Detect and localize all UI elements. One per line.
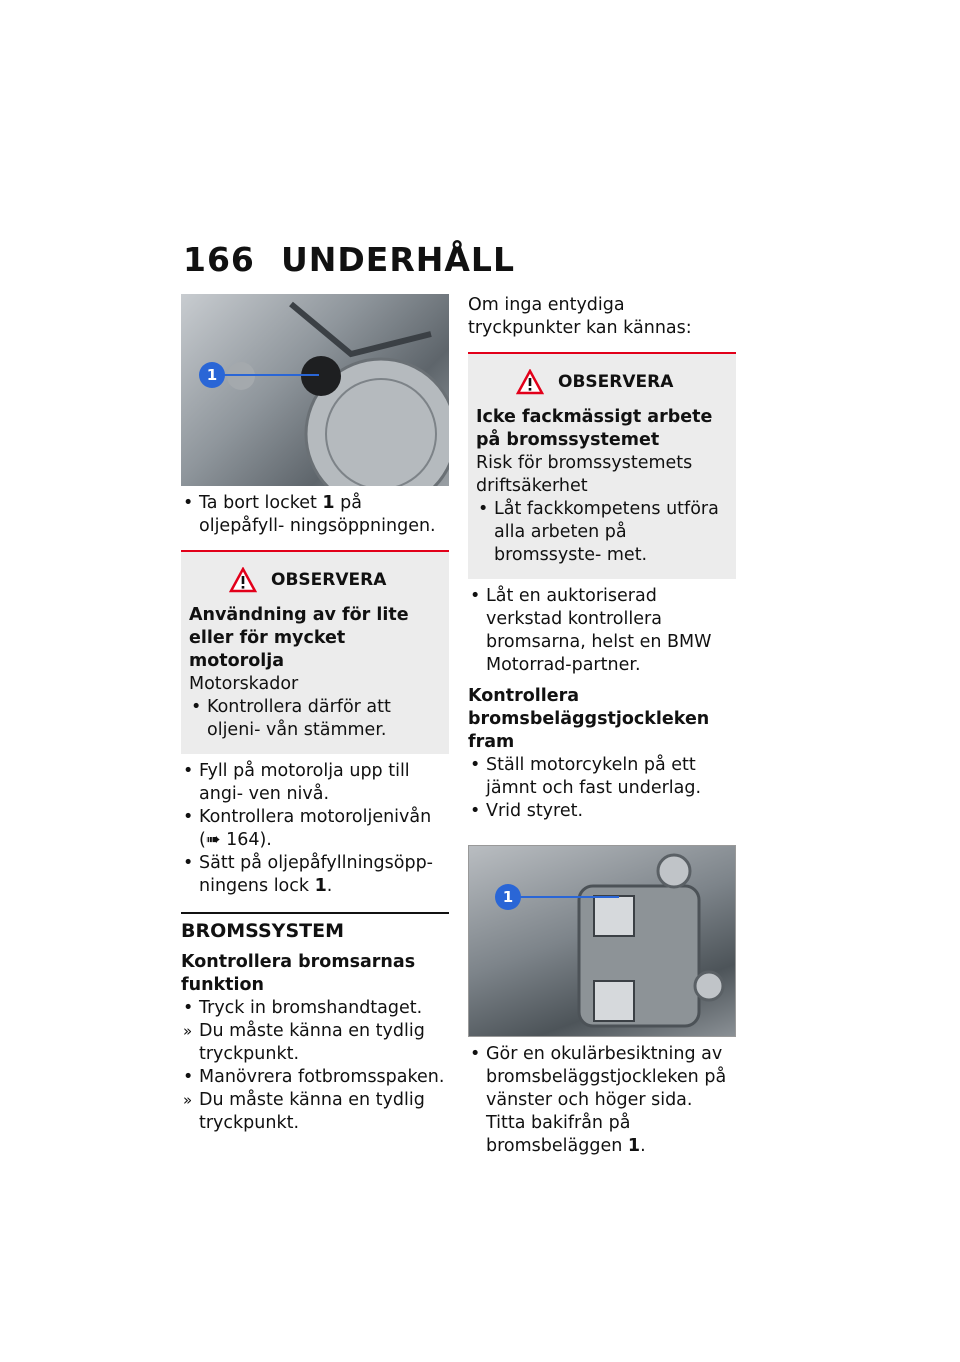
left-column: [181, 294, 449, 1135]
warning-triangle-icon: [229, 567, 257, 593]
step-foot-brake: • Manövrera fotbromsspaken.: [183, 1067, 445, 1087]
page-reference[interactable]: 164).: [226, 830, 272, 850]
step-turn-handlebar: • Vrid styret.: [470, 801, 584, 821]
step-check-level: • Kontrollera motoroljenivån (➠ 164).: [183, 807, 432, 850]
step-inspect-pads: • Gör en okulärbesiktning av bromsbeläggstjockleken på vänster och höger sida. Titta bakifrån på bromsbeläggen 1.: [470, 1044, 727, 1156]
brake-caliper-illustration: [469, 846, 736, 1037]
right-column: [468, 294, 736, 1158]
callout-line: [223, 374, 319, 376]
callout-1: 1: [495, 884, 521, 910]
warning-box-oil: [181, 550, 449, 754]
section-title: BROMSSYSTEM: [181, 912, 449, 943]
brake-caliper-photo: [468, 845, 736, 1037]
step-level-ground: • Ställ motorcykeln på ett jämnt och fast underlag.: [470, 755, 702, 798]
warning-consequence: Motorskador: [189, 674, 299, 694]
warning-triangle-icon: [516, 369, 544, 395]
step-remove-cap: • Ta bort locket 1 på oljepåfyll- ningsöppningen.: [183, 493, 436, 536]
warning-action: • Låt fackkompetens utföra alla arbeten på bromssyste- met.: [478, 499, 719, 565]
step-refit-cap: • Sätt på oljepåfyllningsöpp- ningens lock 1.: [183, 853, 433, 896]
step-squeeze-lever: • Tryck in bromshandtaget.: [183, 998, 423, 1018]
warning-label: OBSERVERA: [558, 371, 674, 392]
step-workshop: • Låt en auktoriserad verkstad kontrollera bromsarna, helst en BMW Motorrad-partner.: [470, 586, 712, 675]
warning-label: OBSERVERA: [271, 569, 387, 590]
result-pressure-point-2: » Du måste känna en tydlig tryckpunkt.: [183, 1090, 425, 1133]
intro-text: Om inga entydiga tryckpunkter kan kännas:: [468, 295, 692, 338]
oil-filler-photo: [181, 294, 449, 486]
warning-action: • Kontrollera därför att oljeni- vån stämmer.: [191, 697, 391, 740]
page-header: [183, 240, 515, 279]
warning-title: Användning av för lite eller för mycket motorolja: [189, 605, 409, 671]
warning-title: Icke fackmässigt arbete på bromssystemet: [476, 407, 713, 450]
step-fill-oil: • Fyll på motorolja upp till angi- ven nivå.: [183, 761, 410, 804]
subsection-title-pads: Kontrollera bromsbeläggstjockleken fram: [468, 686, 710, 752]
oil-filler-illustration: [181, 294, 449, 486]
result-pressure-point-1: » Du måste känna en tydlig tryckpunkt.: [183, 1021, 425, 1064]
arrow-right-icon: ➠: [205, 830, 221, 850]
page-number: 166: [183, 240, 255, 279]
warning-box-brakes: [468, 352, 736, 579]
subsection-title: Kontrollera bromsarnas funktion: [181, 952, 416, 995]
callout-1: 1: [199, 362, 225, 388]
chapter-title: UNDERHÅLL: [281, 240, 515, 279]
callout-line: [519, 896, 619, 898]
warning-consequence: Risk för bromssystemets driftsäkerhet: [476, 453, 693, 496]
